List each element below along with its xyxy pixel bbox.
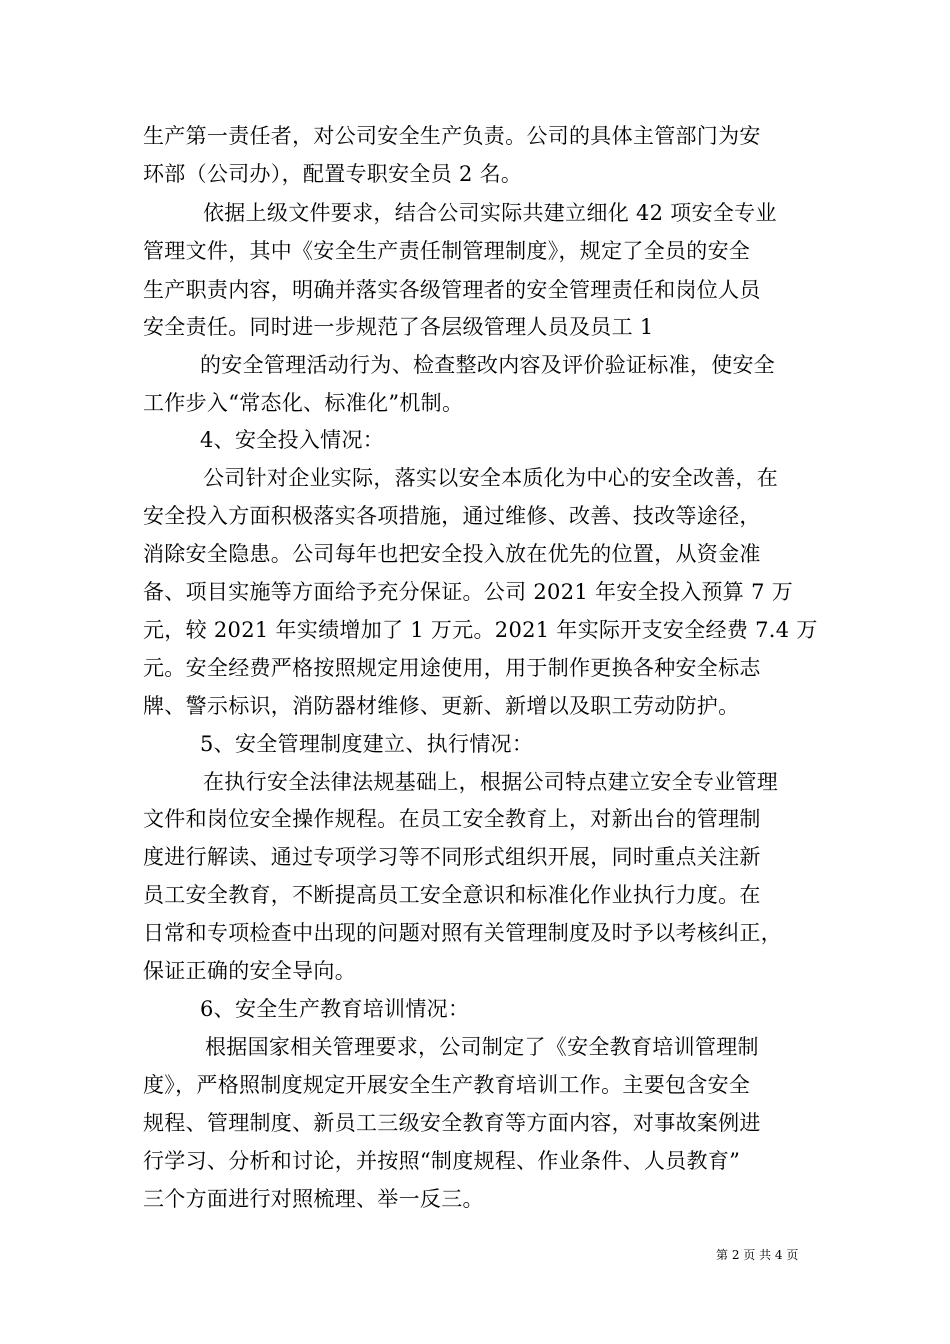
section-heading: 6、安全生产教育培训情况：	[200, 997, 470, 1021]
text-line: 安全投入方面积极落实各项措施，通过维修、改善、技改等途径，	[143, 504, 761, 528]
text-line: 依据上级文件要求，结合公司实际共建立细化 42 项安全专业	[203, 201, 777, 225]
text-line: 规程、管理制度、新员工三级安全教育等方面内容，对事故案例进	[143, 1111, 761, 1135]
text-line: 生产职责内容，明确并落实各级管理者的安全管理责任和岗位人员	[143, 278, 761, 302]
page-number: 第 2 页 共 4 页	[716, 1248, 799, 1262]
text-line: 环部（公司办），配置专职安全员 2 名。	[143, 162, 523, 186]
text-line: 度进行解读、通过专项学习等不同形式组织开展，同时重点关注新	[143, 845, 761, 869]
text-line: 度》，严格照制度规定开展安全生产教育培训工作。主要包含安全	[143, 1073, 751, 1097]
text-line: 元，较 2021 年实绩增加了 1 万元。2021 年实际开支安全经费 7.4 万	[143, 618, 818, 642]
text-line: 根据国家相关管理要求，公司制定了《安全教育培训管理制	[205, 1035, 759, 1059]
text-line: 文件和岗位安全操作规程。在员工安全教育上，对新出台的管理制	[143, 807, 761, 831]
text-line: 消除安全隐患。公司每年也把安全投入放在优先的位置，从资金准	[143, 542, 761, 566]
text-line: 员工安全教育，不断提高员工安全意识和标准化作业执行力度。在	[143, 883, 761, 907]
text-line: 三个方面进行对照梳理、举一反三。	[143, 1187, 484, 1211]
text-line: 安全责任。同时进一步规范了各层级管理人员及员工 1	[143, 315, 654, 339]
text-line: 牌、警示标识，消防器材维修、更新、新增以及职工劳动防护。	[143, 694, 740, 718]
text-line: 保证正确的安全导向。	[143, 959, 356, 983]
text-line: 日常和专项检查中出现的问题对照有关管理制度及时予以考核纠正，	[143, 921, 782, 945]
text-line: 在执行安全法律法规基础上，根据公司特点建立安全专业管理	[203, 770, 779, 794]
text-line: 行学习、分析和讨论，并按照“制度规程、作业条件、人员教育”	[143, 1149, 741, 1173]
text-line: 生产第一责任者，对公司安全生产负责。公司的具体主管部门为安	[143, 124, 761, 148]
text-line: 备、项目实施等方面给予充分保证。公司 2021 年安全投入预算 7 万	[143, 580, 794, 604]
text-line: 管理文件，其中《安全生产责任制管理制度》，规定了全员的安全	[143, 239, 751, 263]
text-line: 元。安全经费严格按照规定用途使用，用于制作更换各种安全标志	[143, 656, 761, 680]
text-line: 的安全管理活动行为、检查整改内容及评价验证标准，使安全	[200, 353, 776, 377]
text-line: 工作步入“常态化、标准化”机制。	[143, 391, 464, 415]
text-line: 公司针对企业实际，落实以安全本质化为中心的安全改善，在	[203, 466, 779, 490]
section-heading: 5、安全管理制度建立、执行情况：	[200, 732, 534, 756]
section-heading: 4、安全投入情况：	[200, 428, 385, 452]
